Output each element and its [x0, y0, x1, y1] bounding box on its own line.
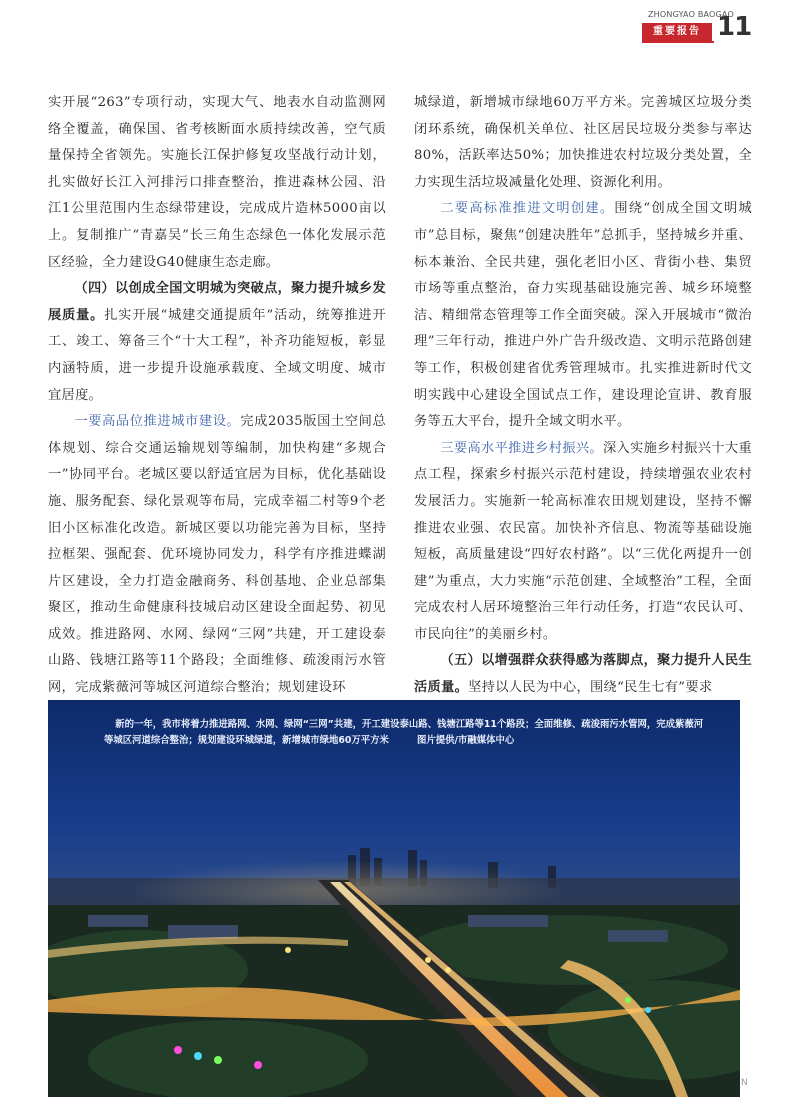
page-header [642, 10, 792, 50]
subsection-heading: 一要高品位推进城市建设。 [74, 414, 241, 430]
paragraph-text: 实开展“263”专项行动，实现大气、地表水自动监测网络全覆盖，确保国、省考核断面水质持续改善，空气质量保持全省领先。实施长江保护修复攻坚战行动计划，扎实做好长江入河排污口排查整治，推进森林公园、沿江1公里范围内生态绿带建设，完成成片造林5000亩以上。复制推广“青嘉吴”长三角生态绿色一体化发展示范区经验，全力建设G40健康生态走廊。 [48, 95, 386, 270]
paragraph [414, 196, 752, 435]
paragraph [414, 648, 752, 701]
paragraph-text: 完成2035版国土空间总体规划、综合交通运输规划等编制，加快构建“多规合一”协同平台。老城区要以舒适宜居为目标，优化基础设施、服务配套、绿化景观等布局，完成幸福二村等9个老旧小区标准化改造。新城区要以功能完善为目标，坚持拉框架、强配套、优环境协同发力，科学有序推进蝶湖片区建设，全力打造金融商务、科创基地、企业总部集聚区，推动生命健康科技城启动区建设全面起势、初见成效。推进路网、水网、绿网“三网”共建，开工建设泰山路、钱塘江路等11个路段；全面维修、疏浚雨污水管网，完成紫薇河等城区河道综合整治；规划建设环 [48, 414, 386, 696]
header-rule [642, 41, 714, 43]
city-night-photo [48, 700, 740, 1097]
corner-mark: N [741, 1078, 748, 1088]
section-pinyin: ZHONGYAO BAOGAO [648, 10, 734, 19]
paragraph-text: 坚持以人民为中心，围绕“民生七有”要求 [468, 680, 713, 696]
left-column [48, 90, 386, 702]
photo-caption: 新的一年，我市将着力推进路网、水网、绿网“三网”共建，开工建设泰山路、钱塘江路等11个路段；全面维修、疏浚雨污水管网，完成紫薇河等城区河道综合整治；规划建设环城绿道，新增城市绿地60万平方米 图片提供/市融媒体中心 [104, 719, 704, 746]
subsection-heading: 三要高水平推进乡村振兴。 [440, 440, 603, 456]
paragraph [414, 436, 752, 649]
subsection-heading: 二要高标准推进文明创建。 [440, 201, 615, 217]
right-column [414, 90, 752, 702]
section-heading: （五）以增强群众获得感为落脚点，聚力提升人民生活质量。 [414, 653, 752, 696]
paragraph-text: 扎实开展“城建交通提质年”活动，统筹推进开工、竣工、筹备三个“十大工程”，补齐功能短板，彰显内涵特质，进一步提升设施承载度、全域文明度、城市宜居度。 [48, 307, 386, 403]
paragraph-text: 城绿道，新增城市绿地60万平方米。完善城区垃圾分类闭环系统，确保机关单位、社区居民垃圾分类参与率达80%，活跃率达50%；加快推进农村垃圾分类处置，全力实现生活垃圾减量化处理、资源化利用。 [414, 95, 752, 190]
section-heading: （四）以创成全国文明城为突破点，聚力提升城乡发展质量。 [48, 281, 386, 323]
page-number: 11 [717, 12, 752, 42]
paragraph [48, 90, 386, 276]
paragraph [48, 276, 386, 409]
paragraph-text: 深入实施乡村振兴十大重点工程，探索乡村振兴示范村建设，持续增强农业农村发展活力。实施新一轮高标准农田规划建设，坚持不懈推进农业强、农民富。加快补齐信息、物流等基础设施短板，高质量建设“四好农村路”。以“三优化两提升一创建”为重点，大力实施“示范创建、全域整治”工程，全面完成农村人居环境整治三年行动任务，打造“农民认可、市民向往”的美丽乡村。 [414, 440, 752, 642]
section-tag: 重要报告 [642, 23, 712, 41]
paragraph [414, 90, 752, 196]
paragraph [48, 409, 386, 702]
city-night-illustration [48, 700, 740, 1097]
paragraph-text: 围绕“创成全国文明城市”总目标，聚焦“创建决胜年”总抓手，坚持城乡并重、标本兼治、全民共建，强化老旧小区、背街小巷、集贸市场等重点整治，奋力实现基础设施完善、城乡环境整洁、精细常态管理等工作全面突破。深入开展城市“微治理”三年行动，推进户外广告升级改造、文明示范路创建等工作，积极创建省优秀管理城市。扎实推进新时代文明实践中心建设全国试点工作，建设理论宣讲、教育服务等五大平台，提升全域文明水平。 [414, 201, 753, 430]
